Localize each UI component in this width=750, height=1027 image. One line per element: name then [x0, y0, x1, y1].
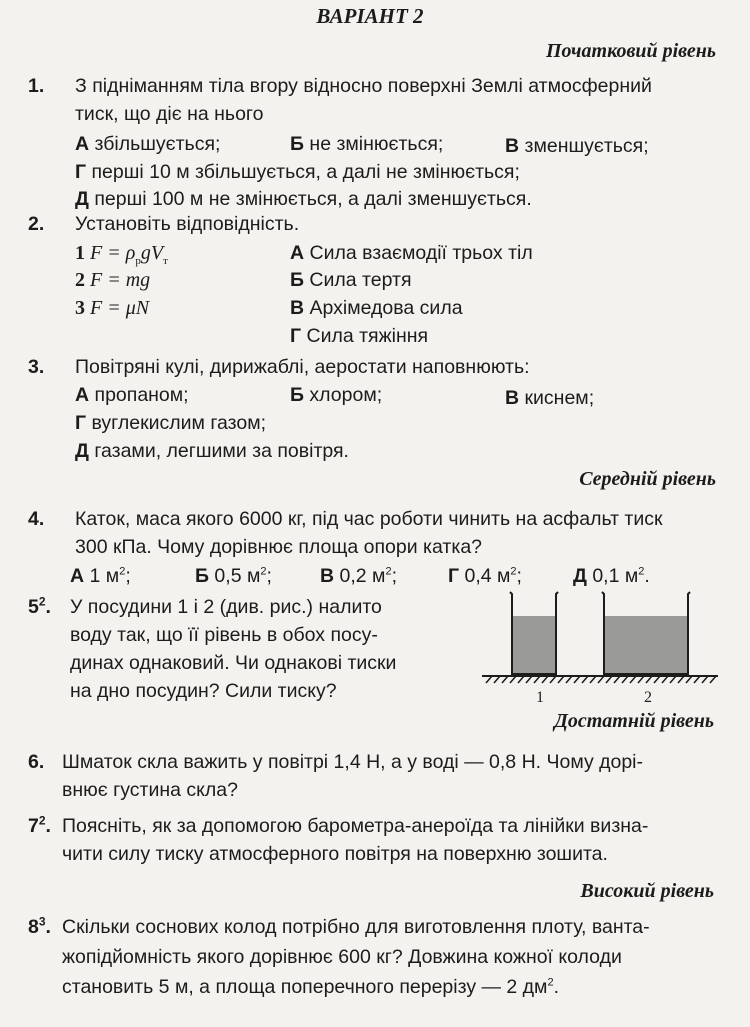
level-initial: Початковий рівень: [545, 40, 716, 62]
level-middle: Середній рівень: [579, 468, 716, 490]
answer-c: В Архімедова сила: [290, 297, 463, 319]
question-number: 4.: [28, 508, 45, 530]
question-text: Скільки соснових колод потрібно для виготовлення плоту, ванта-: [62, 916, 650, 938]
question-number: $7^2$.: [28, 813, 51, 837]
question-number: 6.: [28, 751, 45, 773]
option-b: Б хлором;: [290, 384, 383, 406]
question-number: 1.: [28, 75, 45, 97]
ground-hatching: [482, 676, 718, 683]
option-c: В киснем;: [505, 387, 595, 409]
question-number: $5^2$.: [28, 594, 51, 618]
option-e: Д газами, легшими за повітря.: [75, 440, 349, 462]
question-text: динах однаковий. Чи однакові тиски: [70, 652, 397, 674]
question-text: тиск, що діє на нього: [75, 103, 264, 125]
answer-b: Б Сила тертя: [290, 269, 412, 291]
option-b: Б 0,5 $м^2$;: [195, 565, 272, 587]
option-a: А 1 $м^2$;: [70, 565, 131, 587]
option-d: Г перші 10 м збільшується, а далі не змінюється;: [75, 161, 520, 183]
option-c: В 0,2 $м^2$;: [320, 565, 397, 587]
question-text: внює густина скла?: [62, 779, 238, 801]
level-high: Високий рівень: [580, 880, 714, 902]
question-text: воду так, що її рівень в обох посу-: [70, 624, 378, 646]
question-number: 2.: [28, 213, 45, 235]
vessel-2-label: 2: [644, 689, 652, 706]
question-text: чити силу тиску атмосферного повітря на поверхню зошита.: [62, 843, 608, 865]
question-text: 300 кПа. Чому дорівнює площа опори катка?: [75, 536, 483, 558]
answer-d: Г Сила тяжіння: [290, 325, 429, 347]
question-text: З підніманням тіла вгору відносно поверхні Землі атмосферний: [75, 75, 652, 97]
question-text: Повітряні кулі, дирижаблі, аеростати наповнюють:: [75, 356, 530, 378]
vessel-2: [602, 592, 690, 674]
option-b: Б не змінюється;: [290, 133, 444, 155]
question-number: 3.: [28, 356, 45, 378]
option-a: А збільшується;: [75, 133, 221, 155]
question-number: $8^3$.: [28, 914, 51, 938]
option-c: В зменшується;: [505, 135, 649, 157]
variant-title: ВАРІАНТ 2: [316, 4, 424, 28]
question-text: становить 5 м, а площа поперечного перерізу — 2 $дм^2$.: [62, 976, 559, 998]
formula-1: 1 $F = \rho_рgV_т$: [75, 242, 168, 267]
vessel-1-water: [512, 616, 556, 674]
level-sufficient: Достатній рівень: [554, 710, 714, 732]
formula-3: 3 F = μN: [75, 297, 150, 319]
formula-2: 2 F = mg: [75, 269, 151, 291]
option-d: Г вуглекислим газом;: [75, 412, 267, 434]
question-text: Каток, маса якого 6000 кг, під час роботи чинить на асфальт тиск: [75, 508, 663, 530]
option-d: Г 0,4 $м^2$;: [448, 565, 522, 587]
option-e: Д перші 100 м не змінюється, а далі зменшується.: [75, 188, 532, 210]
question-text: на дно посудин? Сили тиску?: [70, 680, 337, 702]
vessel-2-water: [604, 616, 688, 674]
vessel-1: [510, 592, 558, 674]
vessel-1-label: 1: [536, 689, 544, 706]
option-e: Д 0,1 $м^2$.: [573, 565, 650, 587]
question-text: Шматок скла важить у повітрі 1,4 Н, а у воді — 0,8 Н. Чому дорі-: [62, 751, 644, 773]
question-text: жопідйомність якого дорівнює 600 кг? Довжина кожної колоди: [62, 946, 622, 968]
option-a: А пропаном;: [75, 384, 189, 406]
question-text: Установіть відповідність.: [75, 213, 300, 235]
answer-a: А Сила взаємодії трьох тіл: [290, 242, 533, 264]
question-text: Поясніть, як за допомогою барометра-анероїда та лінійки визна-: [62, 815, 649, 837]
question-text: У посудини 1 і 2 (див. рис.) налито: [70, 596, 382, 618]
vessels-figure: [478, 588, 724, 713]
